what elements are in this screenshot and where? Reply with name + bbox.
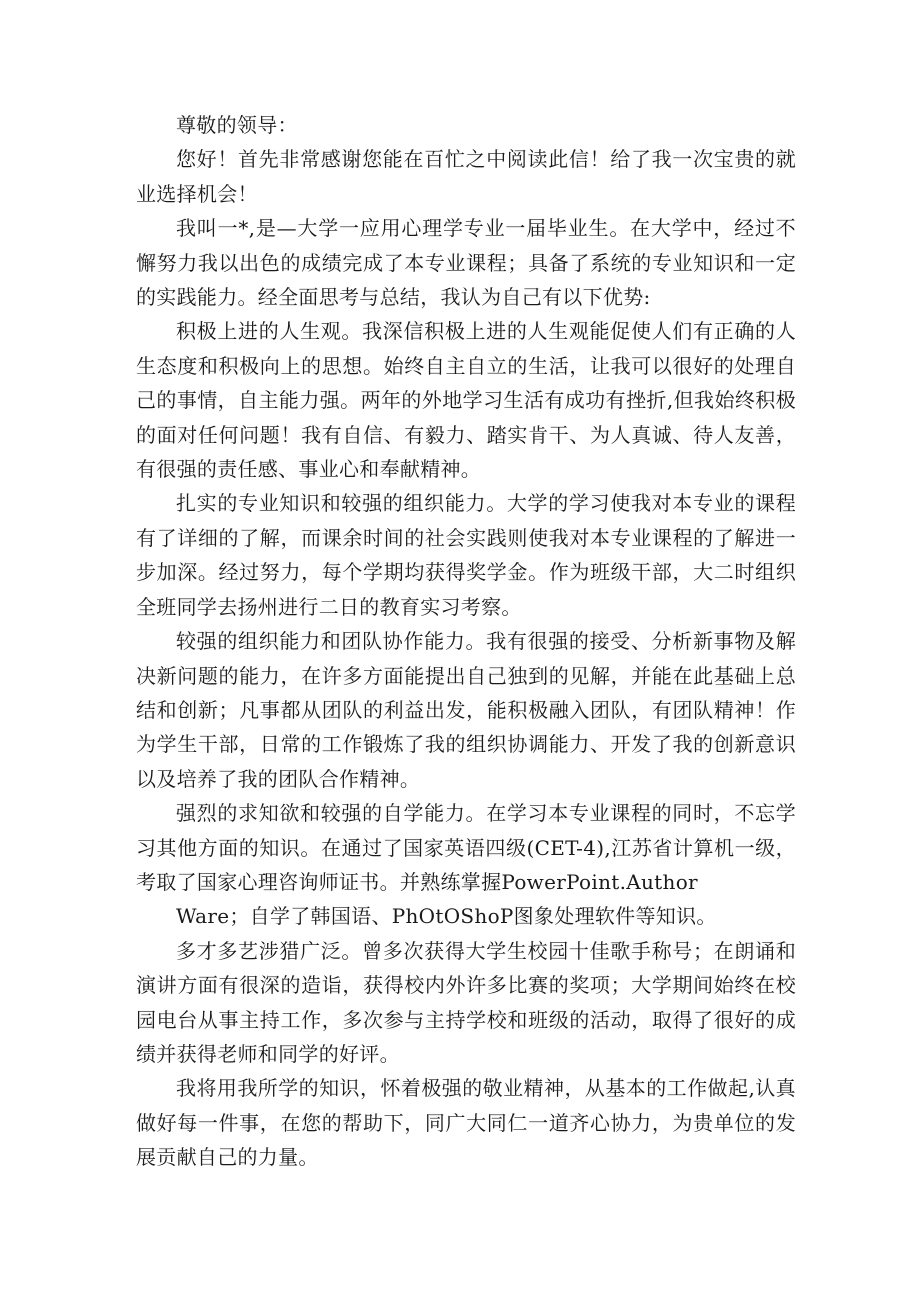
paragraph-closing: 我将用我所学的知识，怀着极强的敬业精神，从基本的工作做起,认真做好每一件事，在您的帮助下，同广大同仁一道齐心协力，为贵单位的发展贡献自己的力量。 <box>136 1076 796 1170</box>
paragraph-self-learning-continued: Ware；自学了韩国语、PhOtOShoP图象处理软件等知识。 <box>176 904 717 929</box>
paragraph-outlook: 积极上进的人生观。我深信积极上进的人生观能促使人们有正确的人生态度和积极向上的思想。始终自主自立的生活，让我可以很好的处理自己的事情，自主能力强。两年的外地学习生活有成功有挫折,但我始终积极的面对任何问题！我有自信、有毅力、踏实肯干、为人真诚、待人友善，有很强的责任感、事业心和奉献精神。 <box>136 319 796 482</box>
paragraph-teamwork: 较强的组织能力和团队协作能力。我有很强的接受、分析新事物及解决新问题的能力，在许多方面能提出自己独到的见解，并能在此基础上总结和创新；凡事都从团队的利益出发，能积极融入团队，有团队精神！作为学生干部，日常的工作锻炼了我的组织协调能力、开发了我的创新意识以及培养了我的团队合作精神。 <box>136 629 796 791</box>
salutation: 尊敬的领导： <box>176 113 298 137</box>
paragraph-talents: 多才多艺涉猎广泛。曾多次获得大学生校园十佳歌手称号；在朗诵和演讲方面有很深的造诣，获得校内外许多比赛的奖项；大学期间始终在校园电台从事主持工作，多次参与主持学校和班级的活动，取得了很好的成绩并获得老师和同学的好评。 <box>136 938 796 1066</box>
cover-letter-body <box>136 108 796 1175</box>
paragraph-introduction: 我叫一*,是—大学一应用心理学专业一届毕业生。在大学中，经过不懈努力我以出色的成绩完成了本专业课程；具备了系统的专业知识和一定的实践能力。经全面思考与总结，我认为自己有以下优势: <box>136 216 796 310</box>
paragraph-self-learning: 强烈的求知欲和较强的自学能力。在学习本专业课程的同时，不忘学习其他方面的知识。在通过了国家英语四级(CET-4),江苏省计算机一级，考取了国家心理咨询师证书。并熟练掌握PowerPoint.Author <box>136 801 796 894</box>
paragraph-greeting: 您好！首先非常感谢您能在百忙之中阅读此信！给了我一次宝贵的就业选择机会！ <box>136 147 796 206</box>
paragraph-professional-knowledge: 扎实的专业知识和较强的组织能力。大学的学习使我对本专业的课程有了详细的了解，而课余时间的社会实践则使我对本专业课程的了解进一步加深。经过努力，每个学期均获得奖学金。作为班级干部，大二时组织全班同学去扬州进行二日的教育实习考察。 <box>136 491 796 619</box>
